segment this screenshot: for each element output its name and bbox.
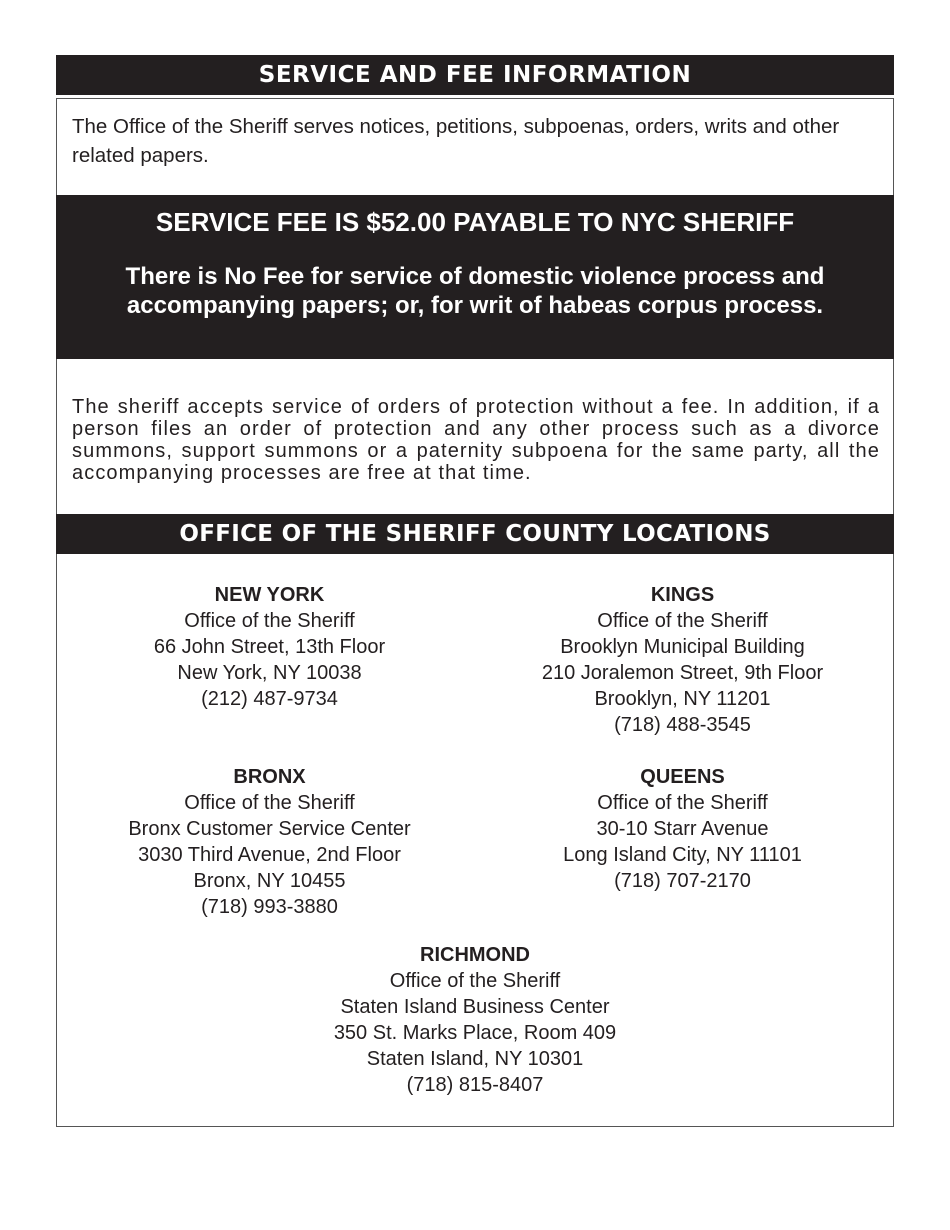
county-name: RICHMOND [420,944,530,966]
protection-section [56,359,894,514]
street-address: 66 John Street, 13th Floor [153,636,386,658]
street-address: 210 Joralemon Street, 9th Floor [541,662,824,684]
office-name: Office of the Sheriff [184,610,355,632]
street-address: 3030 Third Avenue, 2nd Floor [138,844,401,866]
location-kings [505,582,860,738]
street-address: 350 St. Marks Place, Room 409 [333,1022,617,1044]
page-title: SERVICE AND FEE INFORMATION [258,62,692,88]
street-address: 30-10 Starr Avenue [596,818,769,840]
city-state-zip: New York, NY 10038 [177,662,362,684]
county-name: NEW YORK [214,584,325,606]
phone-number: (718) 707-2170 [614,870,751,892]
protection-text: The sheriff accepts service of orders of protection without a fee. In addition, if a person files an order of protection and any other process such as a divorce summons, support summons or a paternity subpoena for the same party, all the accompanying processes are free at that time. [72,396,880,484]
building-name: Staten Island Business Center [340,996,610,1018]
fee-headline: SERVICE FEE IS $52.00 PAYABLE TO NYC SHERIFF [155,207,795,237]
locations-title: OFFICE OF THE SHERIFF COUNTY LOCATIONS [179,521,771,547]
city-state-zip: Long Island City, NY 11101 [563,844,802,866]
intro-text: The Office of the Sheriff serves notices, petitions, subpoenas, orders, writs and other related papers. [72,115,840,167]
city-state-zip: Bronx, NY 10455 [193,870,346,892]
intro-section [56,98,894,195]
service-fee-title-bar [56,55,894,95]
no-fee-note: There is No Fee for service of domestic violence process and accompanying papers; or, for writ of habeas corpus process. [125,263,825,319]
building-name: Bronx Customer Service Center [128,818,411,840]
locations-section [56,554,894,1127]
office-name: Office of the Sheriff [389,970,561,992]
location-richmond [275,942,675,1098]
city-state-zip: Brooklyn, NY 11201 [594,688,771,710]
fee-callout [56,195,894,359]
phone-number: (212) 487-9734 [201,688,338,710]
location-new-york [97,582,442,712]
county-name: BRONX [233,766,306,788]
location-bronx [97,764,442,920]
office-name: Office of the Sheriff [597,792,768,814]
locations-title-bar [56,514,894,554]
phone-number: (718) 993-3880 [201,896,338,918]
county-name: QUEENS [640,766,725,788]
office-name: Office of the Sheriff [597,610,768,632]
county-name: KINGS [650,584,715,606]
building-name: Brooklyn Municipal Building [560,636,805,658]
city-state-zip: Staten Island, NY 10301 [366,1048,584,1070]
location-queens [505,764,860,894]
phone-number: (718) 815-8407 [406,1074,544,1096]
phone-number: (718) 488-3545 [614,714,751,736]
office-name: Office of the Sheriff [184,792,355,814]
